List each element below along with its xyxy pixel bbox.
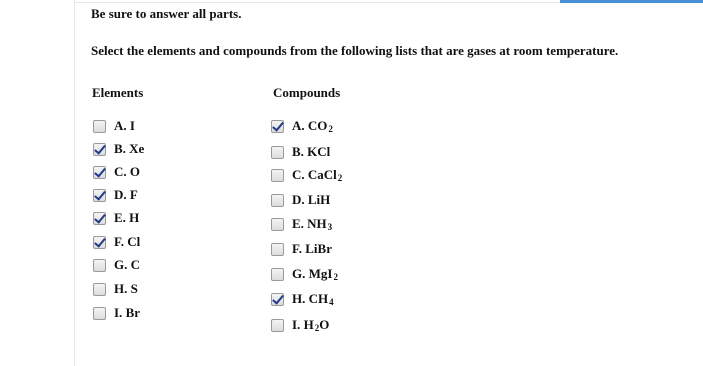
element-symbol: I [129,118,135,133]
question-prompt: Select the elements and compounds from the following lists that are gases at room temperature. [91,43,619,58]
content-left-border [74,0,75,366]
compound-formula: MgI [308,266,333,281]
option-letter: I. [114,305,123,320]
element-label [114,118,135,134]
element-label [114,305,140,321]
compound-checkbox[interactable] [271,194,284,207]
option-letter: I. [292,317,301,332]
element-option[interactable] [93,186,138,204]
compound-formula: CaCl [307,167,337,182]
option-letter: D. [292,192,305,207]
element-label [114,164,140,180]
compound-option[interactable] [271,316,329,334]
element-option[interactable] [93,233,140,251]
element-label [114,210,139,226]
element-symbol: S [130,281,138,296]
compound-label [292,192,330,208]
compound-formula: LiH [307,192,331,207]
option-letter: H. [114,281,128,296]
option-letter: G. [114,257,128,272]
element-option[interactable] [93,209,139,227]
compound-option[interactable] [271,143,330,161]
formula-subscript: 2 [333,272,338,282]
element-option[interactable] [93,304,140,322]
compound-formula: LiBr [305,241,332,256]
compound-checkbox[interactable] [271,293,284,306]
instruction-parts: Be sure to answer all parts. [91,6,242,21]
formula-subscript: 2 [337,173,343,183]
option-letter: F. [114,234,124,249]
option-letter: C. [114,164,127,179]
compound-checkbox[interactable] [271,169,284,182]
compound-option[interactable] [271,215,332,233]
element-symbol: Cl [127,234,141,249]
compound-checkbox[interactable] [271,218,284,231]
element-option[interactable] [93,280,138,298]
content-top-border [74,2,560,3]
compound-checkbox[interactable] [271,120,284,133]
compound-option[interactable] [271,191,330,209]
compound-option[interactable] [271,290,334,308]
compound-label [292,118,333,134]
formula-suffix: O [319,317,330,332]
compound-checkbox[interactable] [271,319,284,332]
element-checkbox[interactable] [93,212,106,225]
formula-subscript: 4 [329,297,334,307]
compound-option[interactable] [271,166,342,184]
compound-label [292,266,338,282]
compounds-header: Compounds [273,85,341,100]
element-checkbox[interactable] [93,307,106,320]
option-letter: C. [292,167,305,182]
compound-formula: H [303,317,314,332]
element-checkbox[interactable] [93,120,106,133]
element-label [114,234,140,250]
compound-label [292,144,330,160]
compound-formula: CO [307,118,328,133]
accent-bar [560,0,703,3]
option-letter: E. [114,210,126,225]
compound-checkbox[interactable] [271,146,284,159]
element-checkbox[interactable] [93,189,106,202]
element-label [114,187,138,203]
option-letter: A. [292,118,305,133]
compound-option[interactable] [271,265,338,283]
option-letter: H. [292,291,306,306]
option-letter: A. [114,118,127,133]
formula-subscript: 3 [327,222,333,232]
element-option[interactable] [93,140,144,158]
element-option[interactable] [93,256,140,274]
elements-header: Elements [92,85,144,100]
element-option[interactable] [93,163,140,181]
compound-option[interactable] [271,240,332,258]
element-checkbox[interactable] [93,283,106,296]
compound-label [292,216,332,232]
element-symbol: H [129,210,140,225]
element-label [114,141,144,157]
element-symbol: F [129,187,138,202]
element-option[interactable] [93,117,135,135]
compound-formula: NH [307,216,327,231]
option-letter: D. [114,187,127,202]
formula-subscript: 2 [328,124,333,134]
compound-label [292,317,329,333]
element-symbol: Br [125,305,141,320]
compound-label [292,291,334,307]
option-letter: F. [292,241,302,256]
compound-formula: KCl [307,144,331,159]
compound-option[interactable] [271,117,333,135]
element-checkbox[interactable] [93,166,106,179]
compound-label [292,241,332,257]
element-checkbox[interactable] [93,236,106,249]
option-letter: G. [292,266,306,281]
element-checkbox[interactable] [93,259,106,272]
element-checkbox[interactable] [93,143,106,156]
element-symbol: C [130,257,141,272]
compound-checkbox[interactable] [271,268,284,281]
formula-subscript: 2 [314,323,320,333]
compound-label [292,167,342,183]
element-label [114,257,140,273]
element-label [114,281,138,297]
option-letter: B. [114,141,126,156]
element-symbol: O [129,164,141,179]
element-symbol: Xe [129,141,145,156]
compound-formula: CH [308,291,329,306]
option-letter: B. [292,144,304,159]
compound-checkbox[interactable] [271,243,284,256]
option-letter: E. [292,216,304,231]
